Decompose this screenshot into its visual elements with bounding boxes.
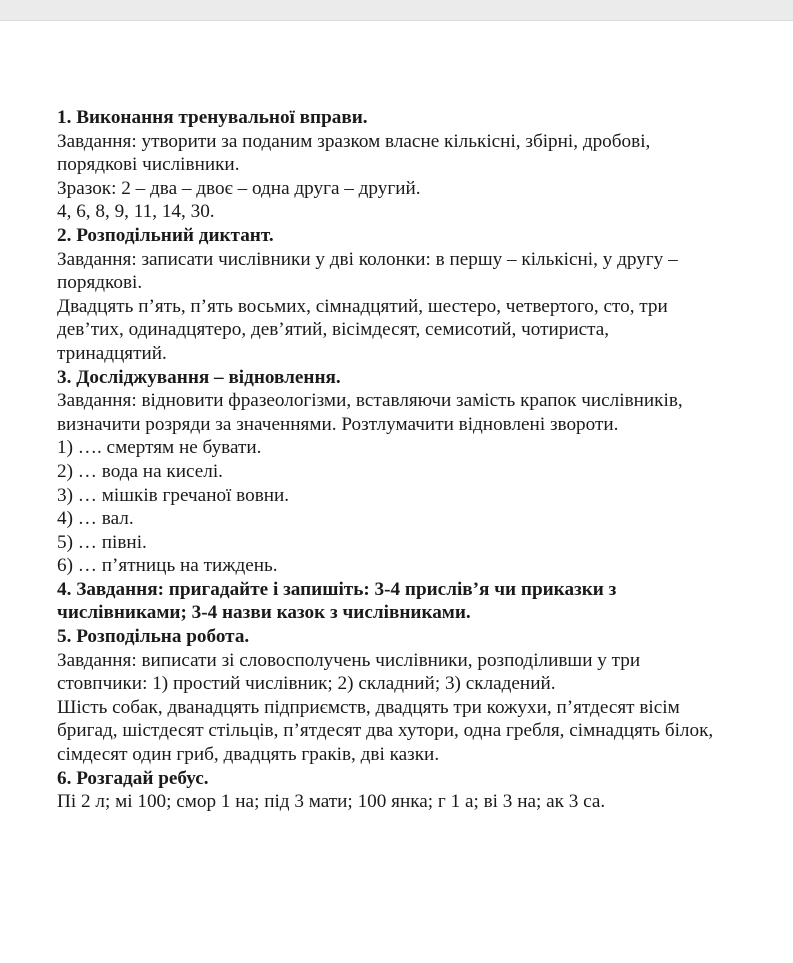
paragraph-line: 4, 6, 8, 9, 11, 14, 30. <box>57 201 215 223</box>
list-item: 6) … п’ятниць на тиждень. <box>57 555 278 577</box>
paragraph-line: Завдання: записати числівники у дві колонки: в першу – кількісні, у другу – <box>57 248 678 270</box>
list-item: 5) … півні. <box>57 531 147 553</box>
paragraph-line: сімдесят один гриб, двадцять граків, дві казки. <box>57 744 440 766</box>
paragraph-line: Завдання: утворити за поданим зразком власне кількісні, збірні, дробові, <box>57 130 651 152</box>
paragraph-line: Завдання: виписати зі словосполучень числівники, розподіливши у три <box>57 649 641 671</box>
heading-2: 2. Розподільний диктант. <box>57 224 274 246</box>
heading-5: 5. Розподільна робота. <box>57 626 250 648</box>
paragraph-line: Шість собак, дванадцять підприємств, двадцять три кожухи, п’ятдесят вісім <box>57 696 680 718</box>
paragraph-line: дев’тих, одинадцятеро, дев’ятий, вісімдесят, семисотий, чотириста, <box>57 319 610 341</box>
list-item: 4) … вал. <box>57 508 134 530</box>
paragraph-line: стовпчики: 1) простий числівник; 2) складний; 3) складений. <box>57 673 556 695</box>
paragraph-line: тринадцятий. <box>57 342 167 364</box>
paragraph-line: визначити розряди за значеннями. Розтлумачити відновлені звороти. <box>57 413 619 435</box>
paragraph-line: Зразок: 2 – два – двоє – одна друга – другий. <box>57 177 421 199</box>
paragraph-line: Завдання: відновити фразеологізми, вставляючи замість крапок числівників, <box>57 390 683 412</box>
list-item: 1) …. смертям не бувати. <box>57 437 262 459</box>
document-body <box>57 106 772 814</box>
paragraph-line: бригад, шістдесят стільців, п’ятдесят два хутори, одна гребля, сімнадцять білок, <box>57 720 714 742</box>
heading-6: 6. Розгадай ребус. <box>57 767 209 789</box>
viewer-top-bar <box>0 0 793 21</box>
list-item: 3) … мішків гречаної вовни. <box>57 484 290 506</box>
list-item: 2) … вода на киселі. <box>57 460 223 482</box>
heading-4-continued: числівниками; 3-4 назви казок з числівниками. <box>57 602 471 624</box>
paragraph-line: порядкові числівники. <box>57 154 240 176</box>
heading-1: 1. Виконання тренувальної вправи. <box>57 107 368 128</box>
heading-3: 3. Досліджування – відновлення. <box>57 366 341 388</box>
paragraph-line: Пі 2 л; мі 100; смор 1 на; під 3 мати; 100 янка; г 1 а; ві 3 на; ак 3 са. <box>57 791 606 813</box>
paragraph-line: порядкові. <box>57 272 143 294</box>
heading-4: 4. Завдання: пригадайте і запишіть: 3-4 прислів’я чи приказки з <box>57 578 617 600</box>
paragraph-line: Двадцять п’ять, п’ять восьмих, сімнадцятий, шестеро, четвертого, сто, три <box>57 295 668 317</box>
